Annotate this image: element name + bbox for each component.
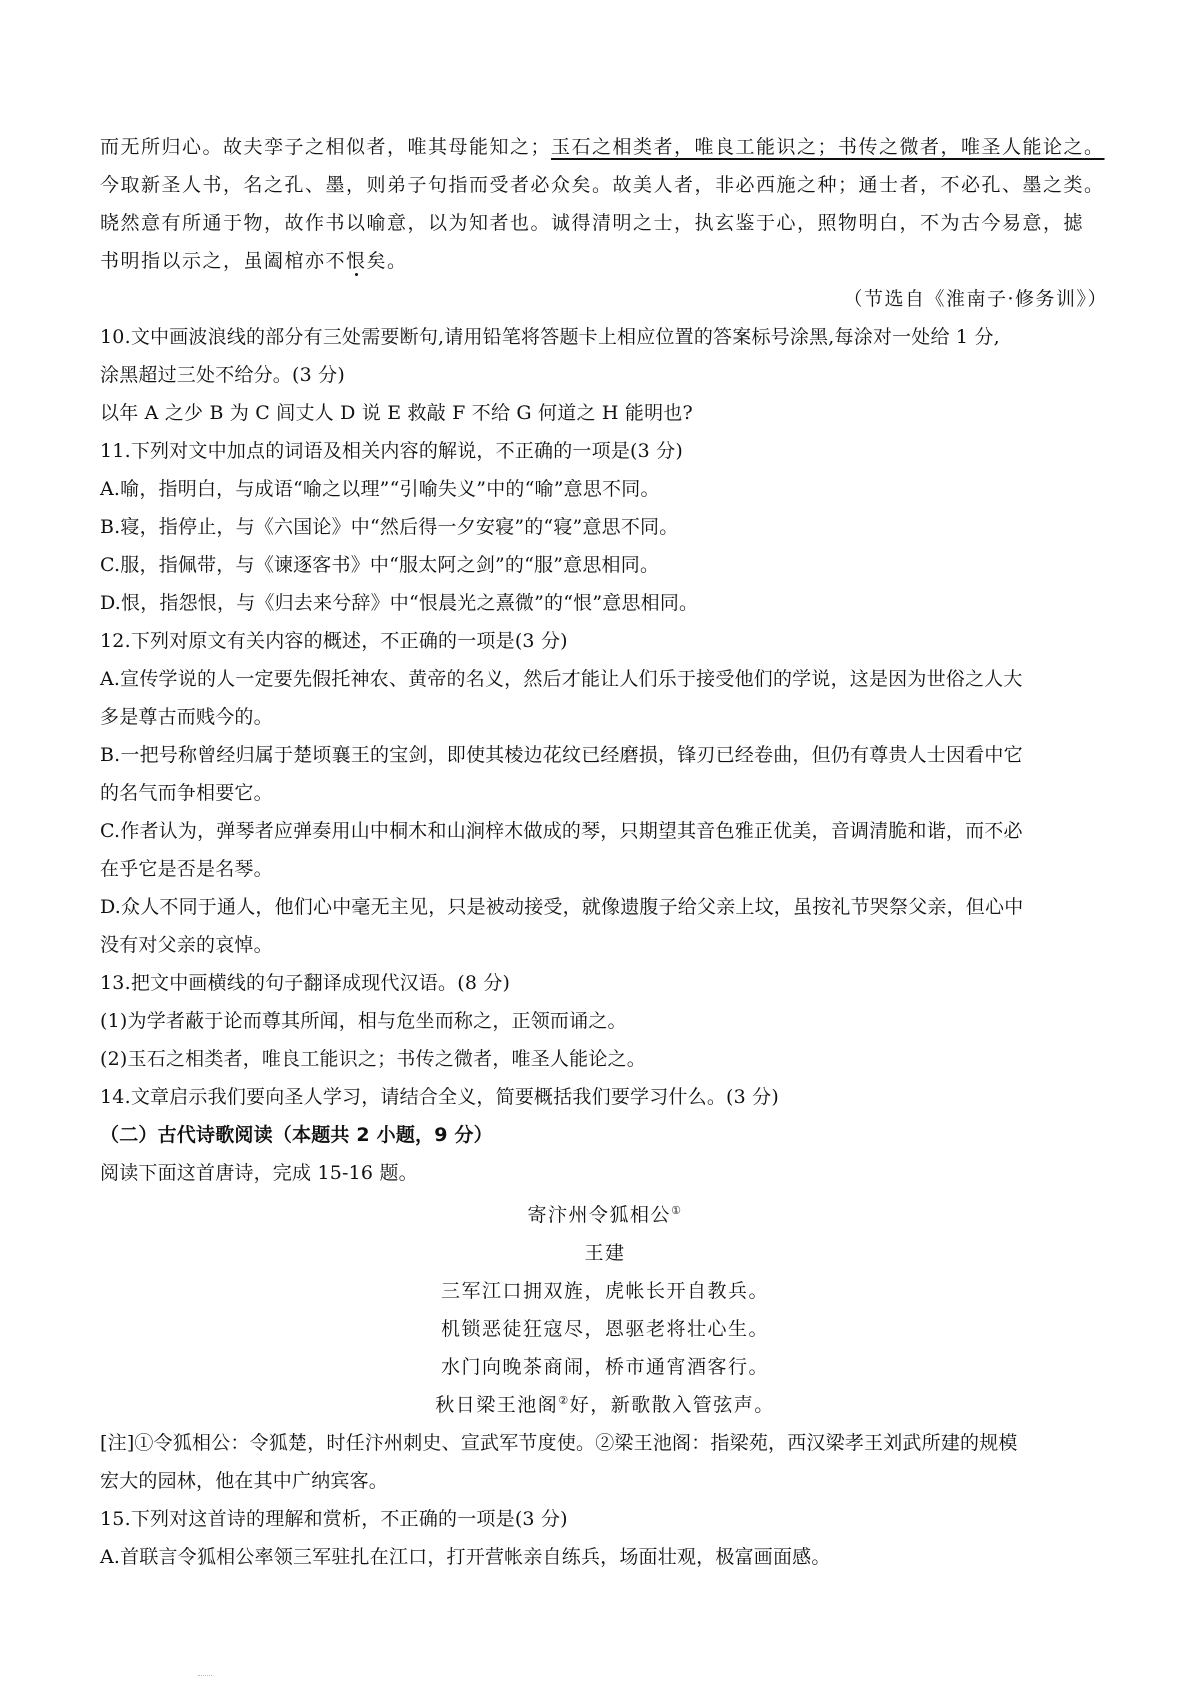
- question-12-option-c-cont: 在乎它是否是名琴。: [100, 858, 273, 880]
- poem-line: 机锁恶徒狂寇尽，恩驱老将壮心生。: [440, 1318, 769, 1340]
- question-15-stem: 15.下列对这首诗的理解和赏析，不正确的一项是(3 分): [100, 1508, 568, 1530]
- passage-text: 书明指以示之，虽阖棺亦不: [100, 250, 347, 272]
- section-intro: 阅读下面这首唐诗，完成 15-16 题。: [100, 1162, 418, 1184]
- page-footer-mark: [198, 1675, 212, 1679]
- question-13-stem: 13.把文中画横线的句子翻译成现代汉语。(8 分): [100, 972, 511, 994]
- passage-line: 晓然意有所通于物，故作书以喻意，以为知者也。诚得清明之士，执玄鉴于心，照物明白，不为古今易意，摅: [100, 212, 1085, 234]
- question-12-option-d-cont: 没有对父亲的哀悼。: [100, 934, 273, 956]
- question-14-stem: 14.文章启示我们要向圣人学习，请结合全义，简要概括我们要学习什么。(3 分): [100, 1086, 779, 1108]
- question-11-option-b: B.寝，指停止，与《六国论》中“然后得一夕安寝”的“寝”意思不同。: [100, 516, 679, 538]
- passage-line: 今取新圣人书，名之孔、墨，则弟子句指而受者必众矣。故美人者，非必西施之种；通士者，不必孔、墨之类。: [100, 174, 1105, 196]
- question-11-option-a: A.喻，指明白，与成语“喻之以理”“引喻失义”中的“喻”意思不同。: [100, 478, 660, 500]
- passage-line: [100, 242, 1110, 280]
- passage-source: （节选自《淮南子·修务训》）: [843, 288, 1108, 310]
- classical-passage: [100, 128, 1110, 318]
- question-12-option-b: B.一把号称曾经归属于楚顷襄王的宝剑，即使其棱边花纹已经磨损，锋刃已经卷曲，但仍有尊贵人士因看中它: [100, 744, 1023, 766]
- passage-text: 矣。: [366, 250, 408, 272]
- question-13-item-1: (1)为学者蔽于论而尊其所闻，相与危坐而称之，正领而诵之。: [100, 1010, 627, 1032]
- question-11-stem: 11.下列对文中加点的词语及相关内容的解说，不正确的一项是(3 分): [100, 440, 683, 462]
- question-10-stem-line1: 10.文中画波浪线的部分有三处需要断句,请用铅笔将答题卡上相应位置的答案标号涂黑,每涂对一处给 1 分,: [100, 326, 1000, 348]
- poem-line-text: 好，新歌散入管弦声。: [569, 1394, 775, 1416]
- passage-text: 而无所归心。故夫孪子之相似者，唯其母能知之；: [100, 136, 552, 158]
- question-13-item-2: (2)玉石之相类者，唯良工能识之；书传之微者，唯圣人能论之。: [100, 1048, 646, 1070]
- question-12-option-b-cont: 的名气而争相要它。: [100, 782, 273, 804]
- question-12-option-a: A.宣传学说的人一定要先假托神农、黄帝的名义，然后才能让人们乐于接受他们的学说，这是因为世俗之人大: [100, 668, 1023, 690]
- question-11-option-c: C.服，指佩带，与《谏逐客书》中“服太阿之剑”的“服”意思相同。: [100, 554, 660, 576]
- underlined-sentence: 玉石之相类者，唯良工能识之；书传之微者，唯圣人能论之。: [551, 136, 1105, 158]
- poem-title: [100, 1196, 1110, 1234]
- question-10-text: 以年 A 之少 B 为 C 闾丈人 D 说 E 救敲 F 不给 G 何道之 H 能明也?: [100, 402, 693, 424]
- section-heading: （二）古代诗歌阅读（本题共 2 小题，9 分）: [100, 1124, 493, 1146]
- question-15-option-a: A.首联言令狐相公率领三军驻扎在江口，打开营帐亲自练兵，场面壮观，极富画面感。: [100, 1546, 831, 1568]
- dotted-word: 恨: [346, 250, 367, 272]
- question-12-option-c: C.作者认为，弹琴者应弹奏用山中桐木和山涧梓木做成的琴，只期望其音色雅正优美，音调清脆和谐，而不必: [100, 820, 1023, 842]
- poem-line: 水门向晚茶商闹，桥市通宵酒客行。: [440, 1356, 769, 1378]
- question-12-option-d: D.众人不同于通人，他们心中毫无主见，只是被动接受，就像遗腹子给父亲上坟，虽按礼节哭祭父亲，但心中: [100, 896, 1024, 918]
- footnote-marker: ②: [558, 1394, 570, 1407]
- poem-notes: [注]①令狐相公：令狐楚，时任汴州刺史、宣武军节度使。②梁王池阁：指梁苑，西汉梁孝王刘武所建的规模: [100, 1432, 1018, 1454]
- poem-line-text: 秋日梁王池阁: [435, 1394, 559, 1416]
- poem-author: 王建: [584, 1242, 626, 1264]
- poem: [100, 1196, 1110, 1424]
- poem-notes-cont: 宏大的园林，他在其中广纳宾客。: [100, 1470, 389, 1492]
- footnote-marker: ①: [671, 1204, 683, 1217]
- question-12-stem: 12.下列对原文有关内容的概述，不正确的一项是(3 分): [100, 630, 568, 652]
- passage-line: [100, 128, 1110, 166]
- question-11-option-d: D.恨，指怨恨，与《归去来兮辞》中“恨晨光之熹微”的“恨”意思相同。: [100, 592, 699, 614]
- question-10-stem-line2: 涂黑超过三处不给分。(3 分): [100, 364, 345, 386]
- exam-page: [100, 128, 1110, 1576]
- question-12-option-a-cont: 多是尊古而贱今的。: [100, 706, 273, 728]
- poem-line: [100, 1386, 1110, 1424]
- poem-title-text: 寄汴州令狐相公: [527, 1204, 672, 1226]
- poem-line: 三军江口拥双旌，虎帐长开自教兵。: [440, 1280, 769, 1302]
